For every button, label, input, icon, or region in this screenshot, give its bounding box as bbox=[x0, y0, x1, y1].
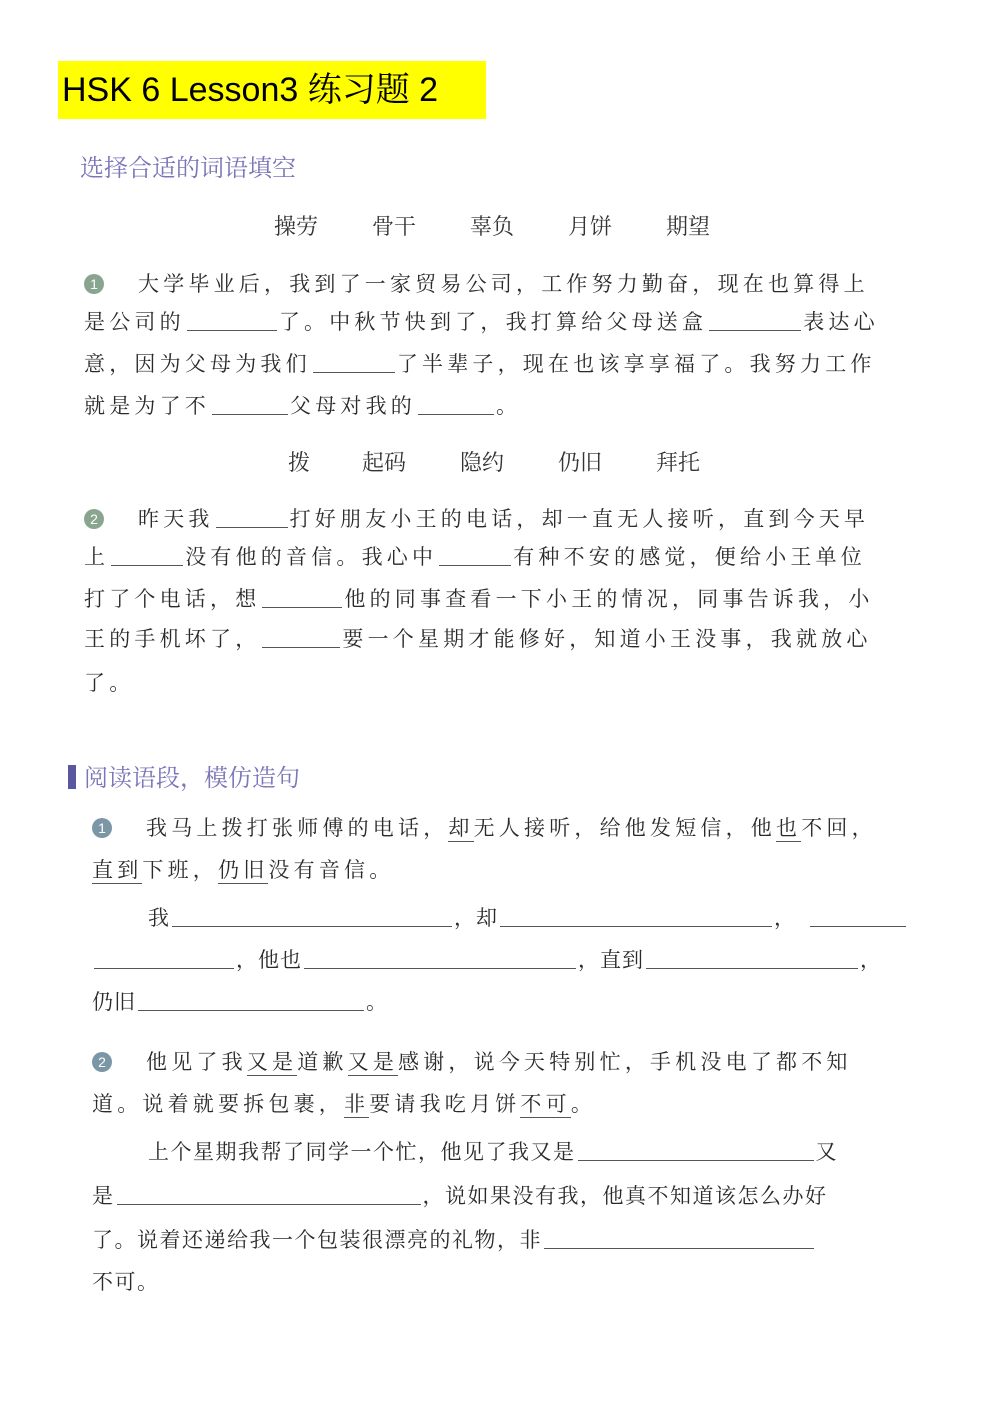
prompt-word: 直到 bbox=[600, 948, 644, 972]
answer-blank[interactable] bbox=[94, 950, 234, 969]
word-option: 骨干 bbox=[372, 215, 417, 240]
question-text: 打好朋友小王的电话，却一直无人接听，直到今天早 bbox=[289, 507, 870, 531]
example-text: 没有音信。 bbox=[268, 858, 395, 882]
underlined-keyword: 不可 bbox=[520, 1092, 571, 1116]
question-text: 表达心 bbox=[803, 310, 879, 334]
punctuation: ， bbox=[236, 948, 258, 972]
word-option: 拨 bbox=[288, 451, 311, 476]
example-text: 不回， bbox=[801, 816, 877, 840]
answer-blank[interactable] bbox=[117, 1186, 421, 1205]
word-option: 仍旧 bbox=[558, 451, 603, 476]
word-option: 期望 bbox=[666, 215, 711, 240]
underlined-keyword: 也 bbox=[776, 816, 802, 840]
question-text: 要一个星期才能修好，知道小王没事，我就放心 bbox=[342, 627, 872, 651]
punctuation: ， bbox=[454, 906, 476, 930]
example-text: 他见了我 bbox=[146, 1050, 247, 1074]
punctuation: ， bbox=[578, 948, 600, 972]
example-text: 道。说着就要拆包裹， bbox=[92, 1092, 344, 1116]
question-text: 父母对我的 bbox=[290, 394, 416, 418]
question-text: 了半辈子，现在也该享享福了。我努力工作 bbox=[396, 352, 876, 376]
word-option: 起码 bbox=[362, 451, 407, 476]
prompt-word: 却 bbox=[476, 906, 498, 930]
answer-blank[interactable] bbox=[304, 950, 576, 969]
prompt-word: 他也 bbox=[258, 948, 302, 972]
example-text: 无人接听，给他发短信，他 bbox=[473, 816, 777, 840]
answer-blank[interactable] bbox=[646, 950, 858, 969]
word-option: 月饼 bbox=[568, 215, 613, 240]
underlined-keyword: 却 bbox=[448, 816, 474, 840]
question-text: 就是为了不 bbox=[84, 394, 210, 418]
question-text: 上 bbox=[84, 545, 110, 569]
underlined-keyword: 仍旧 bbox=[218, 858, 269, 882]
underlined-keyword: 非 bbox=[344, 1092, 370, 1116]
question-text: 了。中秋节快到了，我打算给父母送盒 bbox=[278, 310, 708, 334]
example-text: 。 bbox=[570, 1092, 597, 1116]
practice-text: 又 bbox=[815, 1140, 838, 1164]
practice-text: 是 bbox=[92, 1184, 115, 1208]
question-text: 是公司的 bbox=[84, 310, 185, 334]
answer-blank[interactable] bbox=[313, 354, 395, 373]
question-text: 昨天我 bbox=[138, 507, 214, 531]
practice-text: 上个星期我帮了同学一个忙，他见了我又是 bbox=[148, 1140, 576, 1164]
answer-blank[interactable] bbox=[578, 1142, 814, 1161]
question-number-badge: 2 bbox=[92, 1052, 112, 1072]
question-text: 了。 bbox=[84, 671, 135, 695]
punctuation: 。 bbox=[366, 990, 388, 1014]
question-text: 意，因为父母为我们 bbox=[84, 352, 311, 376]
practice-text: 不可。 bbox=[92, 1270, 160, 1294]
answer-blank[interactable] bbox=[418, 396, 494, 415]
answer-blank[interactable] bbox=[262, 589, 342, 608]
example-text: 道歉 bbox=[297, 1050, 348, 1074]
practice-text: 了。说着还递给我一个包装很漂亮的礼物，非 bbox=[92, 1228, 542, 1252]
example-text: 我马上拨打张师傅的电话， bbox=[146, 816, 449, 840]
answer-blank[interactable] bbox=[810, 908, 906, 927]
answer-blank[interactable] bbox=[709, 312, 801, 331]
example-text: 下班， bbox=[142, 858, 219, 882]
answer-blank[interactable] bbox=[212, 396, 288, 415]
heading-bar-icon bbox=[68, 765, 76, 789]
word-option: 辜负 bbox=[470, 215, 515, 240]
underlined-keyword: 直到 bbox=[92, 858, 143, 882]
heading-text: 阅读语段，模仿造句 bbox=[84, 764, 300, 792]
question-text: 他的同事查看一下小王的情况，同事告诉我，小 bbox=[344, 587, 874, 611]
answer-blank[interactable] bbox=[216, 509, 288, 528]
question-text: 有种不安的感觉，便给小王单位 bbox=[513, 545, 867, 569]
question-text: 大学毕业后，我到了一家贸易公司，工作努力勤奋，现在也算得上 bbox=[138, 272, 869, 296]
question-text: 。 bbox=[496, 394, 522, 418]
practice-text: ，说如果没有我，他真不知道该怎么办好 bbox=[422, 1184, 828, 1208]
question-text: 没有他的音信。我心中 bbox=[185, 545, 438, 569]
word-option: 拜托 bbox=[656, 451, 701, 476]
underlined-keyword: 又是 bbox=[246, 1050, 298, 1074]
prompt-word: 我 bbox=[148, 906, 170, 930]
answer-blank[interactable] bbox=[187, 312, 277, 331]
question-text: 王的手机坏了， bbox=[84, 627, 261, 651]
punctuation: ， bbox=[860, 948, 882, 972]
answer-blank[interactable] bbox=[439, 547, 511, 566]
answer-blank[interactable] bbox=[544, 1230, 814, 1249]
section-heading-imitate-sentences bbox=[68, 758, 300, 793]
worksheet-title: HSK 6 Lesson3 练习题 2 bbox=[58, 61, 486, 119]
answer-blank[interactable] bbox=[172, 908, 452, 927]
answer-blank[interactable] bbox=[111, 547, 183, 566]
answer-blank[interactable] bbox=[262, 629, 340, 648]
example-text: 感谢，说今天特别忙，手机没电了都不知 bbox=[398, 1050, 852, 1074]
punctuation: ， bbox=[774, 906, 796, 930]
example-text: 要请我吃月饼 bbox=[369, 1092, 521, 1116]
word-option: 隐约 bbox=[460, 451, 505, 476]
answer-blank[interactable] bbox=[500, 908, 772, 927]
question-number-badge: 1 bbox=[84, 274, 104, 294]
question-text: 打了个电话，想 bbox=[84, 587, 261, 611]
question-number-badge: 2 bbox=[84, 509, 104, 529]
word-option: 操劳 bbox=[274, 215, 319, 240]
word-bank-1 bbox=[274, 210, 710, 241]
word-bank-2 bbox=[288, 446, 700, 477]
question-number-badge: 1 bbox=[92, 818, 112, 838]
answer-blank[interactable] bbox=[138, 992, 364, 1011]
prompt-word: 仍旧 bbox=[92, 990, 136, 1014]
section-heading-fill-blanks: 选择合适的词语填空 bbox=[80, 154, 296, 182]
underlined-keyword: 又是 bbox=[347, 1050, 399, 1074]
